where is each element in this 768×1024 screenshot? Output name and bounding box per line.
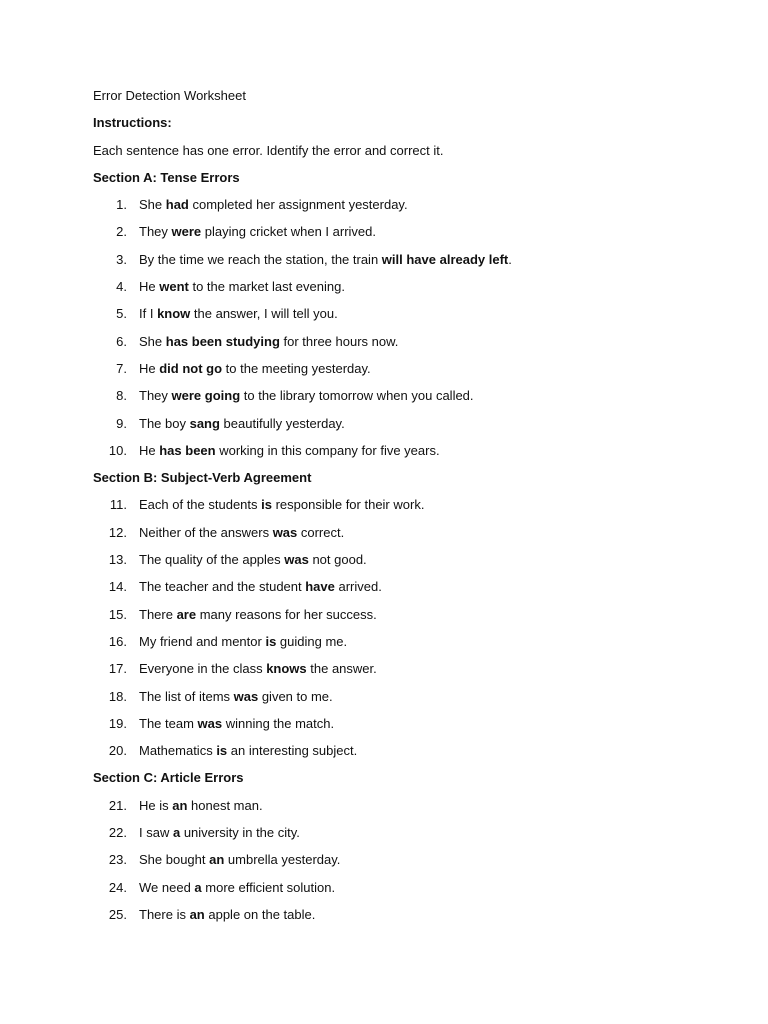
item-number: 14.: [108, 579, 127, 595]
list-item: [93, 386, 713, 413]
item-text-before: I saw: [139, 825, 173, 841]
list-item: [93, 250, 713, 277]
item-number: 4.: [116, 279, 127, 295]
item-number: 25.: [108, 906, 127, 922]
item-number: 13.: [108, 552, 127, 568]
item-text-after: correct.: [297, 524, 345, 540]
item-text-after: more efficient solution.: [201, 879, 336, 895]
item-error-phrase: know: [157, 306, 191, 322]
item-text-before: There: [139, 606, 177, 622]
item-text-after: umbrella yesterday.: [224, 852, 341, 868]
item-text-before: If I: [139, 306, 158, 322]
item-text-before: The list of items: [139, 688, 234, 704]
item-text-before: Each of the students: [139, 497, 262, 513]
item-number: 6.: [116, 333, 127, 349]
item-number: 17.: [108, 661, 127, 677]
section-heading: Section A: Tense Errors: [93, 169, 240, 185]
item-text-before: She bought: [139, 852, 210, 868]
item-text-after: to the library tomorrow when you called.: [240, 388, 474, 404]
list-item: [93, 577, 713, 604]
item-text-before: Mathematics: [139, 743, 217, 759]
item-text-after: guiding me.: [276, 633, 348, 649]
sections-container: [93, 168, 713, 932]
item-text-before: The quality of the apples: [139, 552, 285, 568]
item-text-after: apple on the table.: [204, 906, 316, 922]
item-text-after: for three hours now.: [279, 333, 399, 349]
item-text-after: given to me.: [258, 688, 333, 704]
item-text-after: many reasons for her success.: [196, 606, 377, 622]
item-text-before: They: [139, 224, 172, 240]
item-text-before: He: [139, 279, 160, 295]
item-number: 5.: [116, 306, 127, 322]
instructions-text: Each sentence has one error. Identify the error and correct it.: [93, 142, 444, 158]
item-number: 22.: [108, 825, 127, 841]
item-text-before: There is: [139, 906, 190, 922]
list-item: [93, 605, 713, 632]
item-error-phrase: will have already left: [381, 251, 509, 267]
list-item: [93, 523, 713, 550]
list-item: [93, 414, 713, 441]
list-item: [93, 878, 713, 905]
item-error-phrase: are: [176, 606, 197, 622]
list-item: [93, 195, 713, 222]
item-number: 12.: [108, 524, 127, 540]
item-text-after: responsible for their work.: [271, 497, 425, 513]
item-number: 24.: [108, 879, 127, 895]
instructions-heading: Instructions:: [93, 115, 172, 131]
item-text-before: He: [139, 360, 160, 376]
item-error-phrase: is: [261, 497, 272, 513]
item-text-after: playing cricket when I arrived.: [201, 224, 377, 240]
section-heading: Section B: Subject-Verb Agreement: [93, 470, 312, 486]
item-error-phrase: is: [265, 633, 277, 649]
item-number: 23.: [108, 852, 127, 868]
list-item: [93, 905, 713, 932]
worksheet-page: [93, 86, 713, 932]
item-text-before: He is: [139, 797, 173, 813]
item-text-after: to the meeting yesterday.: [222, 360, 371, 376]
item-number: 19.: [108, 715, 127, 731]
item-error-phrase: is: [216, 743, 228, 759]
item-text-before: My friend and mentor: [139, 633, 266, 649]
item-error-phrase: was: [197, 715, 223, 731]
list-item: [93, 687, 713, 714]
item-text-before: He: [139, 442, 160, 458]
item-text-after: the answer, I will tell you.: [190, 306, 338, 322]
list-item: [93, 632, 713, 659]
item-error-phrase: did not go: [159, 360, 223, 376]
item-error-phrase: an: [172, 797, 188, 813]
item-error-phrase: have: [305, 579, 335, 595]
list-item: [93, 714, 713, 741]
item-text-after: working in this company for five years.: [215, 442, 440, 458]
list-item: [93, 741, 713, 768]
list-item: [93, 332, 713, 359]
item-number: 8.: [116, 388, 127, 404]
item-number: 16.: [108, 633, 127, 649]
item-text-after: winning the match.: [222, 715, 335, 731]
list-item: [93, 659, 713, 686]
item-error-phrase: went: [159, 279, 189, 295]
list-item: [93, 796, 713, 823]
item-number: 1.: [116, 197, 127, 213]
item-number: 2.: [116, 224, 127, 240]
item-error-phrase: was: [272, 524, 298, 540]
item-number: 7.: [116, 360, 127, 376]
item-text-before: Everyone in the class: [139, 661, 267, 677]
item-error-phrase: has been: [159, 442, 216, 458]
item-error-phrase: had: [165, 197, 189, 213]
item-error-phrase: a: [172, 825, 181, 841]
item-text-after: not good.: [308, 552, 367, 568]
item-error-phrase: were going: [171, 388, 241, 404]
item-text-before: Neither of the answers: [139, 524, 273, 540]
list-item: [93, 495, 713, 522]
item-error-phrase: were: [171, 224, 202, 240]
item-number: 18.: [108, 688, 127, 704]
item-number: 21.: [108, 797, 127, 813]
item-text-after: completed her assignment yesterday.: [188, 197, 408, 213]
list-item: [93, 850, 713, 877]
item-number: 11.: [109, 497, 127, 513]
item-text-before: They: [139, 388, 172, 404]
list-item: [93, 550, 713, 577]
list-item: [93, 359, 713, 386]
worksheet-title: Error Detection Worksheet: [93, 88, 246, 103]
item-number: 10.: [108, 442, 127, 458]
item-text-after: .: [508, 251, 512, 267]
item-number: 3.: [116, 251, 127, 267]
item-text-after: an interesting subject.: [227, 743, 358, 759]
item-text-after: the answer.: [306, 661, 377, 677]
item-text-after: beautifully yesterday.: [219, 415, 345, 431]
item-number: 20.: [108, 743, 127, 759]
item-number: 15.: [108, 606, 127, 622]
list-item: [93, 222, 713, 249]
item-error-phrase: was: [233, 688, 259, 704]
section-heading: Section C: Article Errors: [93, 770, 244, 786]
item-text-before: The team: [139, 715, 198, 731]
item-error-phrase: was: [284, 552, 309, 568]
item-error-phrase: knows: [266, 661, 307, 677]
item-error-phrase: sang: [189, 415, 220, 431]
item-error-phrase: a: [194, 879, 202, 895]
item-error-phrase: an: [209, 852, 225, 868]
item-text-after: arrived.: [334, 579, 382, 595]
item-error-phrase: an: [189, 906, 205, 922]
list-item: [93, 823, 713, 850]
item-text-after: university in the city.: [180, 825, 300, 841]
list-item: [93, 277, 713, 304]
item-text-before: By the time we reach the station, the train: [139, 251, 382, 267]
item-text-before: She: [139, 197, 166, 213]
item-error-phrase: has been studying: [165, 333, 280, 349]
item-text-before: She: [139, 333, 166, 349]
item-text-before: We need: [139, 879, 195, 895]
item-text-after: honest man.: [187, 797, 263, 813]
item-text-before: The boy: [139, 415, 190, 431]
item-text-before: The teacher and the student: [139, 579, 306, 595]
list-item: [93, 441, 713, 468]
list-item: [93, 304, 713, 331]
item-number: 9.: [116, 415, 127, 431]
item-text-after: to the market last evening.: [188, 279, 345, 295]
